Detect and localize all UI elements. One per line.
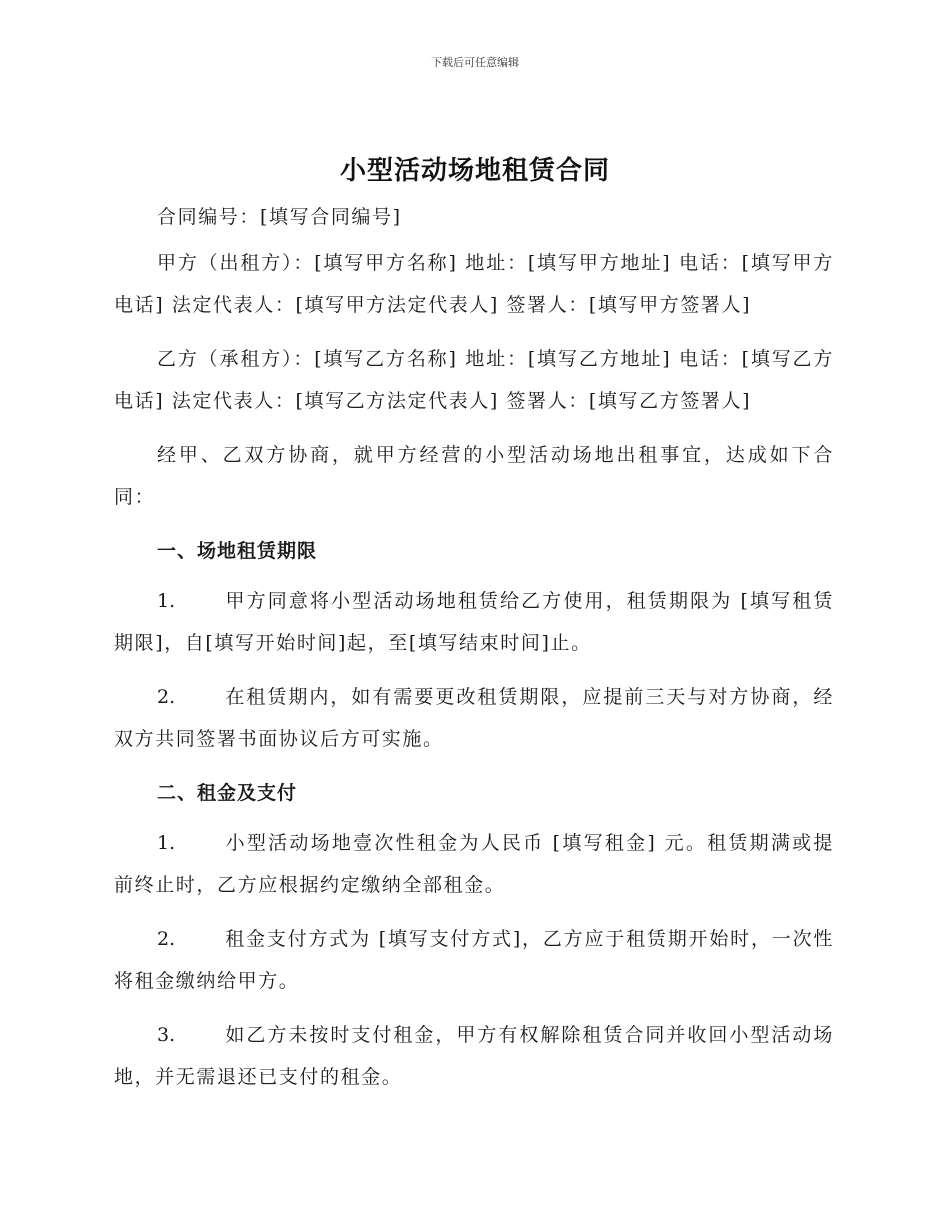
clause-item [114,676,834,760]
intro-paragraph: 经甲、乙双方协商，就甲方经营的小型活动场地出租事宜，达成如下合同： [114,444,834,508]
header-note: 下载后可任意编辑 [431,56,519,69]
clause-item [114,822,834,906]
clause-number: 1. [157,590,176,612]
clause-text: 小型活动场地壹次性租金为人民币 [填写租金] 元。租赁期满或提前终止时，乙方应根据约定缴纳全部租金。 [114,832,834,896]
contract-number: 合同编号：[填写合同编号] [157,206,402,228]
clause-number: 1. [157,832,176,854]
party-b-info: 乙方（承租方）：[填写乙方名称] 地址：[填写乙方地址] 电话：[填写乙方电话] 法定代表人：[填写乙方法定代表人] 签署人：[填写乙方签署人] [114,348,834,412]
clause-text: 如乙方未按时支付租金，甲方有权解除租赁合同并收回小型活动场地，并无需退还已支付的租金。 [114,1024,834,1088]
section-heading-rent-payment: 二、租金及支付 [157,782,298,804]
party-a-info: 甲方（出租方）：[填写甲方名称] 地址：[填写甲方地址] 电话：[填写甲方电话] 法定代表人：[填写甲方法定代表人] 签署人：[填写甲方签署人] [114,252,834,316]
clause-item [114,918,834,1002]
document-title: 小型活动场地租赁合同 [339,156,610,186]
clause-number: 2. [157,686,176,708]
clause-item [114,1014,834,1098]
document-body [114,196,834,1110]
section-heading-lease-term: 一、场地租赁期限 [157,540,318,562]
clause-text: 租金支付方式为 [填写支付方式]，乙方应于租赁期开始时，一次性将租金缴纳给甲方。 [114,928,834,992]
clause-item [114,580,834,664]
clause-text: 在租赁期内，如有需要更改租赁期限，应提前三天与对方协商，经双方共同签署书面协议后方可实施。 [114,686,834,750]
clause-text: 甲方同意将小型活动场地租赁给乙方使用，租赁期限为 [填写租赁期限]，自[填写开始时间]起，至[填写结束时间]止。 [114,590,834,654]
clause-number: 3. [157,1024,176,1046]
clause-number: 2. [157,928,176,950]
